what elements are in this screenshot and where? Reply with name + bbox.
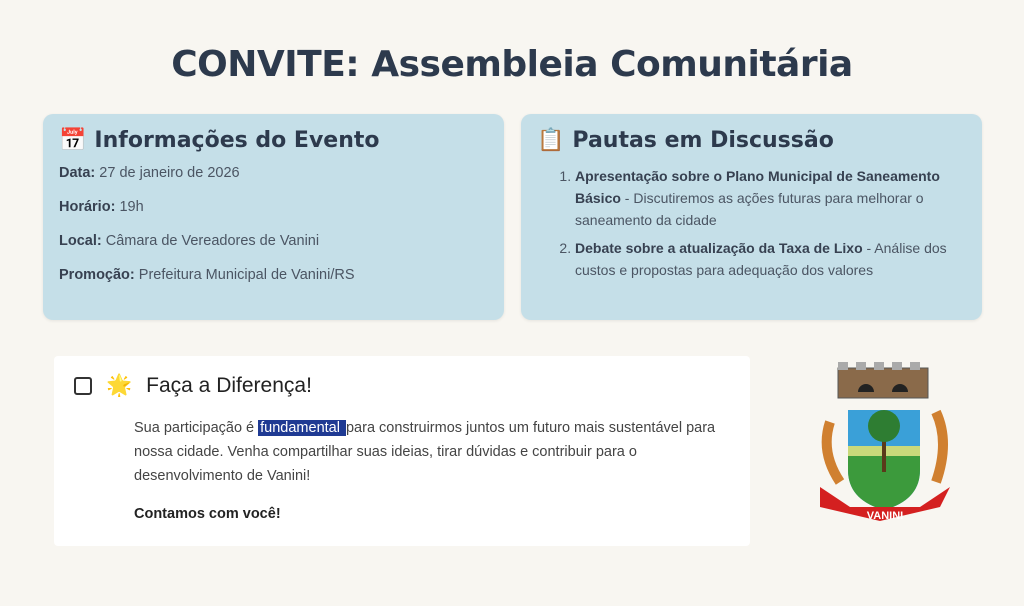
crest-name: VANINI	[866, 510, 904, 522]
note-text: Sua participação é fundamental para construirmos juntos um futuro mais sustentável para nossa cidade. Venha compartilhar suas ideias, tirar dúvidas e contribuir para o desenvolvimento de Vanini!	[134, 420, 716, 484]
clipboard-icon: 📋	[537, 128, 565, 153]
info-location: Local: Câmara de Vereadores de Vanini	[59, 233, 320, 249]
vanini-crest-logo	[810, 362, 960, 527]
sparkle-icon: 🌟	[106, 374, 133, 397]
calendar-icon: 📅	[59, 128, 87, 153]
event-info-card	[43, 114, 504, 320]
page-title: CONVITE: Assembleia Comunitária	[171, 44, 853, 85]
call-to-action-note	[54, 356, 750, 546]
info-promoter: Promoção: Prefeitura Municipal de Vanini/RS	[59, 267, 355, 283]
closing-text: Contamos com você!	[134, 506, 281, 522]
agenda-item: 2. Debate sobre a atualização da Taxa de Lixo - Análise dos custos e propostas para adequação dos valores	[575, 237, 966, 281]
note-icon	[74, 377, 92, 395]
selected-text[interactable]: fundamental	[260, 420, 344, 436]
info-date: Data: 27 de janeiro de 2026	[59, 165, 240, 181]
agenda-item: 1. Apresentação sobre o Plano Municipal de Saneamento Básico - Discutiremos as ações futuras para melhorar o saneamento da cidade	[575, 165, 966, 231]
agenda-card	[521, 114, 982, 320]
agenda-heading: Pautas em Discussão	[572, 128, 834, 153]
event-info-heading: Informações do Evento	[94, 128, 380, 153]
info-time: Horário: 19h	[59, 199, 144, 215]
note-heading: Faça a Diferença!	[146, 374, 312, 397]
